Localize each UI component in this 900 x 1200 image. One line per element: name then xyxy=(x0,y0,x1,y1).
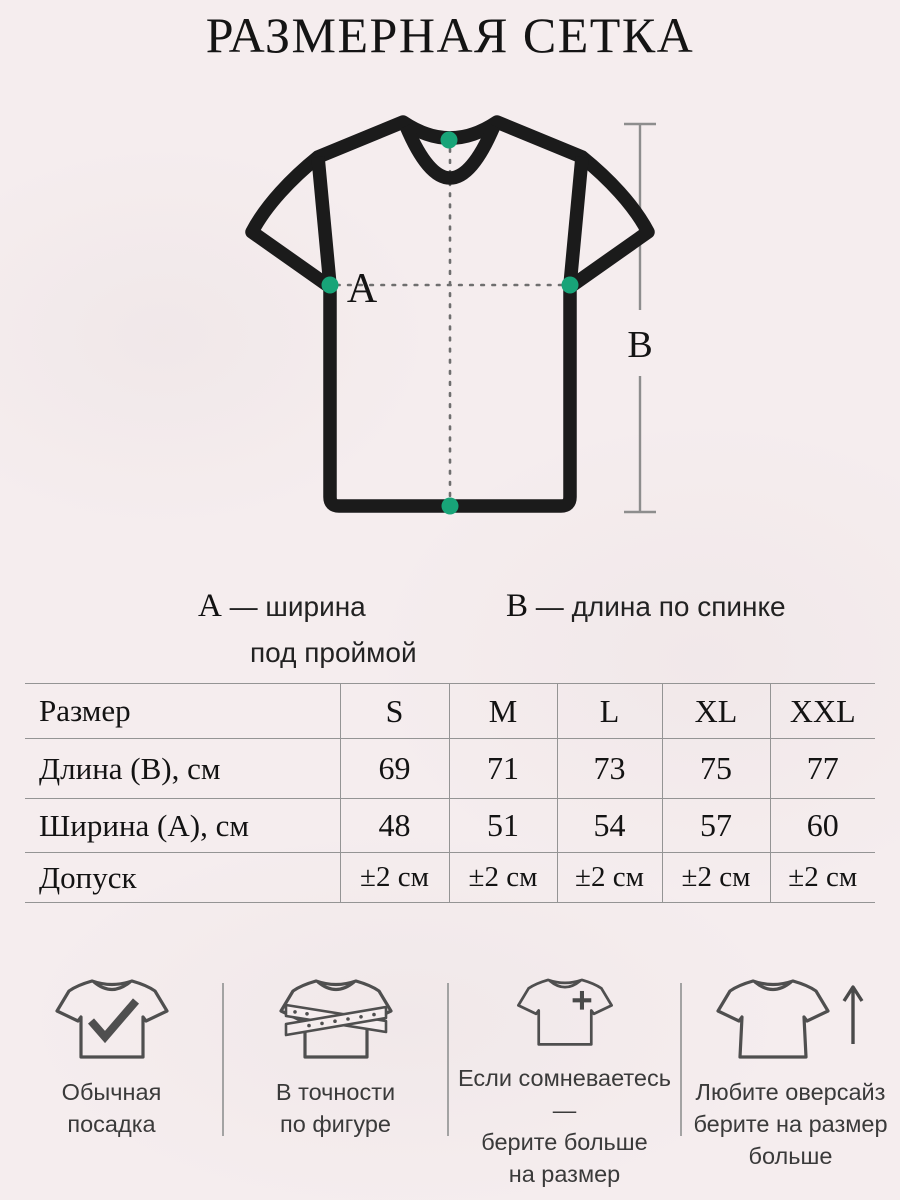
tip-true-to-size xyxy=(223,950,448,1190)
tshirt-plus-icon xyxy=(505,974,625,1052)
diagram-label-b: В xyxy=(627,324,653,366)
table-row-tolerance xyxy=(25,853,875,903)
row-label: Длина (В), см xyxy=(25,739,340,799)
legend-width xyxy=(198,583,417,676)
legend-letter-a: А xyxy=(198,588,222,624)
cell-value: 57 xyxy=(662,799,770,853)
size-table xyxy=(25,683,875,903)
tip-regular-fit xyxy=(0,950,223,1190)
cell-value: 48 xyxy=(340,799,449,853)
cell-value: ±2 см xyxy=(557,853,662,903)
cell-value: 60 xyxy=(770,799,875,853)
tip-oversize xyxy=(681,950,900,1190)
tip-caption: Если сомневаетесь — берите больше на размер xyxy=(458,1065,671,1187)
column-header-xl: XL xyxy=(662,684,770,739)
cell-value: ±2 см xyxy=(770,853,875,903)
legend-text-b: — длина по спинке xyxy=(535,591,786,622)
column-header-xxl: XXL xyxy=(770,684,875,739)
row-label: Ширина (А), см xyxy=(25,799,340,853)
page-title: РАЗМЕРНАЯ СЕТКА xyxy=(205,7,695,63)
legend-length xyxy=(506,583,786,630)
tshirt-check-icon xyxy=(52,974,172,1066)
tip-caption: Обычная посадка xyxy=(61,1079,162,1137)
tip-size-up-if-unsure xyxy=(448,950,681,1190)
measure-line-b xyxy=(624,124,656,512)
cell-value: 51 xyxy=(449,799,557,853)
tshirt-oversize-arrow-icon xyxy=(713,974,869,1066)
tip-caption: Любите оверсайз берите на размер больше xyxy=(693,1079,888,1169)
tshirt-measuring-tape-icon xyxy=(276,974,396,1066)
diagram-label-a: А xyxy=(346,266,378,312)
column-header-size: Размер xyxy=(25,684,340,739)
cell-value: 73 xyxy=(557,739,662,799)
cell-value: ±2 см xyxy=(449,853,557,903)
cell-value: 71 xyxy=(449,739,557,799)
tip-caption: В точности по фигуре xyxy=(275,1079,396,1137)
cell-value: 75 xyxy=(662,739,770,799)
size-table-header-row xyxy=(25,684,875,739)
column-header-s: S xyxy=(340,684,449,739)
tshirt-measurement-diagram xyxy=(0,95,900,540)
fit-tips-section xyxy=(0,950,900,1190)
cell-value: 77 xyxy=(770,739,875,799)
row-label: Допуск xyxy=(25,853,340,903)
measure-points xyxy=(322,132,579,515)
column-header-m: M xyxy=(449,684,557,739)
cell-value: 69 xyxy=(340,739,449,799)
table-row-width xyxy=(25,799,875,853)
left-seam xyxy=(318,157,330,285)
legend-text-a: — ширина xyxy=(229,591,366,622)
legend-letter-b: В xyxy=(506,588,529,624)
right-seam xyxy=(570,157,582,285)
column-header-l: L xyxy=(557,684,662,739)
legend-text-a-line2: под проймой xyxy=(250,637,417,668)
cell-value: 54 xyxy=(557,799,662,853)
cell-value: ±2 см xyxy=(340,853,449,903)
table-row-length xyxy=(25,739,875,799)
dotted-guides xyxy=(337,149,563,499)
cell-value: ±2 см xyxy=(662,853,770,903)
